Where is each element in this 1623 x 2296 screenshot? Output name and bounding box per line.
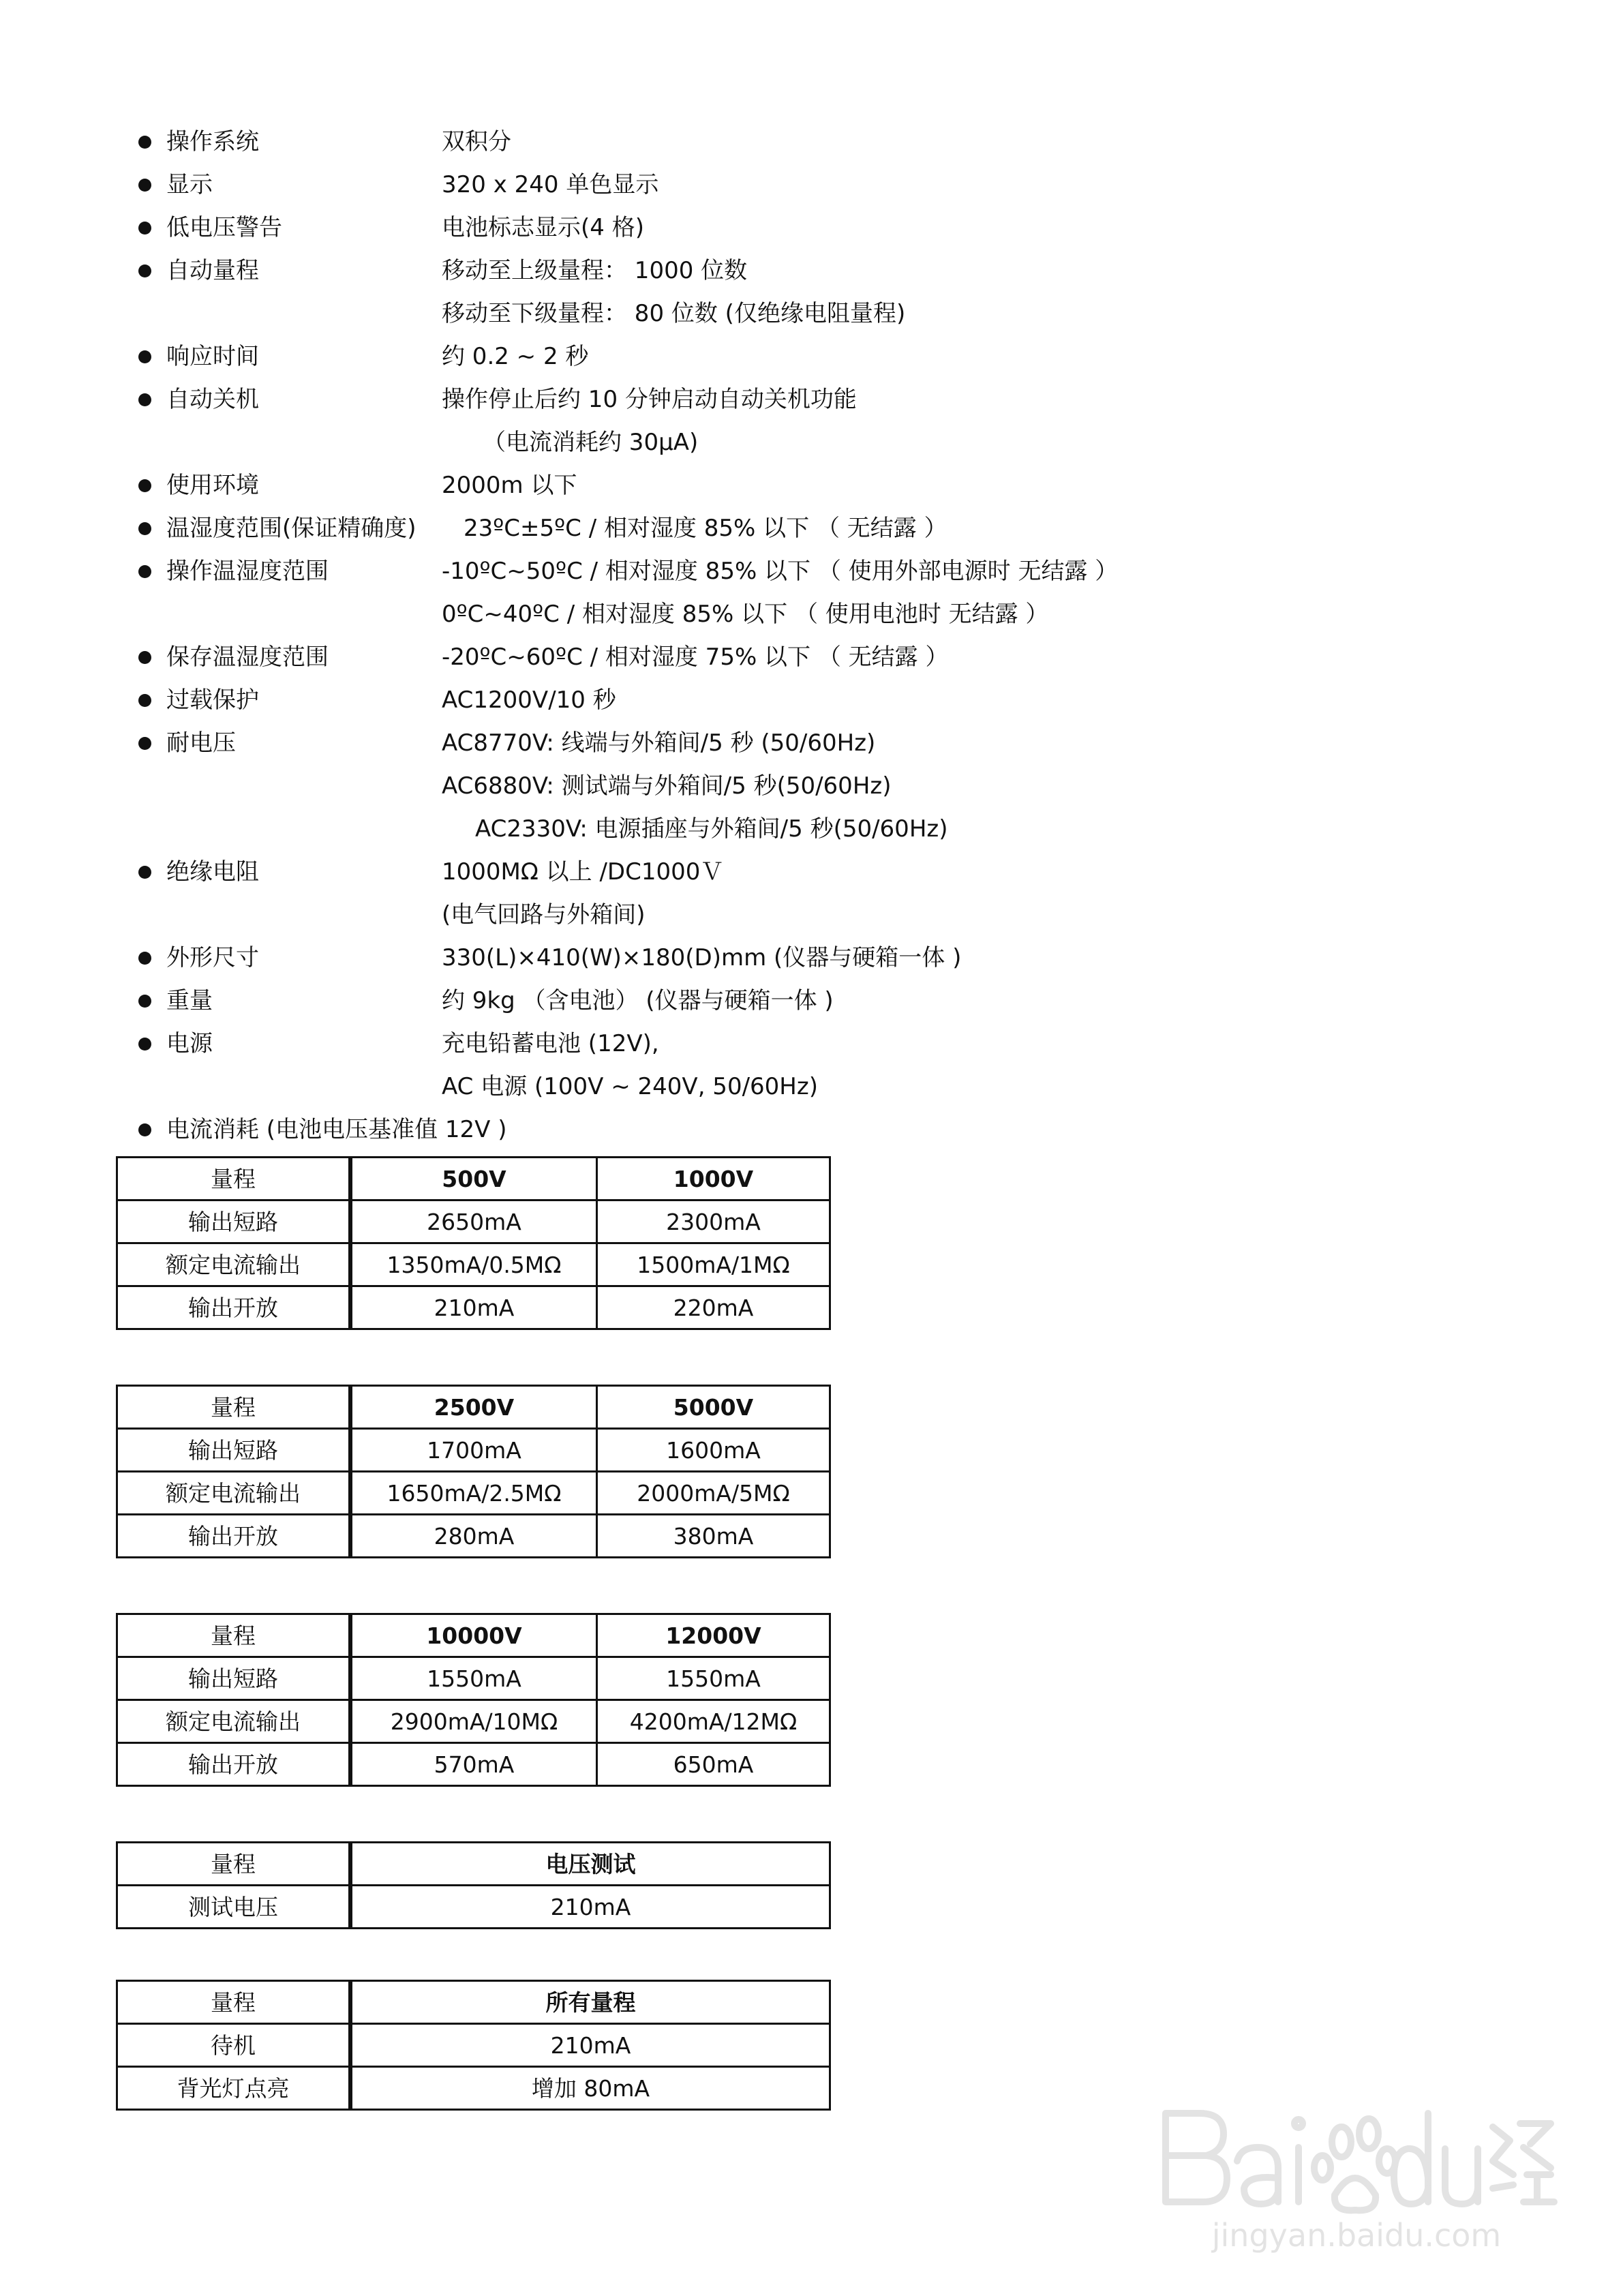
table-header-row <box>117 1386 830 1429</box>
table-cell: 输出开放 <box>117 1743 351 1786</box>
table-header-cell: 电压测试 <box>350 1843 830 1886</box>
table-cell: 1650mA/2.5MΩ <box>350 1472 597 1515</box>
table-cell: 量程 <box>117 1158 351 1200</box>
current-table-all-ranges <box>116 1980 831 2111</box>
table-row <box>117 1886 830 1929</box>
spec-label: 显示 <box>166 171 213 198</box>
bullet-icon <box>138 479 151 492</box>
spec-value: (电气回路与外箱间) <box>442 901 646 928</box>
spec-value: 2000m 以下 <box>442 472 577 499</box>
spec-value: AC6880V: 测试端与外箱间/5 秒(50/60Hz) <box>442 772 892 800</box>
spec-item-auto-range <box>0 255 1623 297</box>
table-cell: 210mA <box>350 2024 830 2067</box>
spec-value: 约 9kg （含电池） (仪器与硬箱一体 ) <box>442 987 834 1014</box>
table-cell: 380mA <box>597 1515 830 1558</box>
table-row <box>117 1700 830 1743</box>
spec-value: AC 电源 (100V ~ 240V, 50/60Hz) <box>442 1073 818 1100</box>
table-cell: 210mA <box>350 1286 597 1329</box>
spec-label: 过载保护 <box>166 686 259 714</box>
table-cell: 测试电压 <box>117 1886 351 1929</box>
svg-text:jingyan.baidu.com: jingyan.baidu.com <box>1211 2217 1502 2254</box>
current-table-voltage-test <box>116 1841 831 1929</box>
table-cell: 1550mA <box>597 1657 830 1700</box>
table-header-row <box>117 1614 830 1657</box>
spec-value: 320 x 240 单色显示 <box>442 171 659 198</box>
bullet-icon <box>138 651 151 664</box>
bullet-icon <box>138 136 151 149</box>
table-cell: 220mA <box>597 1286 830 1329</box>
spec-value: 双积分 <box>442 128 511 155</box>
spec-label: 响应时间 <box>166 343 259 370</box>
table-cell: 待机 <box>117 2024 351 2067</box>
table-cell: 1700mA <box>350 1429 597 1472</box>
table-header-cell: 所有量程 <box>350 1981 830 2024</box>
table-cell: 2300mA <box>597 1200 830 1243</box>
spec-value: AC1200V/10 秒 <box>442 686 616 714</box>
table-header-row <box>117 1843 830 1886</box>
table-cell: 280mA <box>350 1515 597 1558</box>
table-header-row <box>117 1158 830 1200</box>
table-header-cell: 1000V <box>597 1158 830 1200</box>
spec-item-dimensions <box>0 942 1623 984</box>
section-label: 电流消耗 (电池电压基准值 12V ) <box>166 1116 507 1143</box>
spec-item-auto-range-cont <box>0 298 1623 340</box>
table-cell: 输出开放 <box>117 1515 351 1558</box>
spec-item-power <box>0 1028 1623 1070</box>
spec-label: 温湿度范围(保证精确度) <box>166 515 416 542</box>
table-row <box>117 2024 830 2067</box>
current-table-10000-12000 <box>116 1613 831 1787</box>
bullet-icon <box>138 737 151 750</box>
bullet-icon <box>138 866 151 879</box>
spec-label: 绝缘电阻 <box>166 858 259 886</box>
spec-value: 操作停止后约 10 分钟启动自动关机功能 <box>442 386 857 413</box>
spec-label: 外形尺寸 <box>166 944 259 971</box>
bullet-icon <box>138 393 151 406</box>
spec-label: 重量 <box>166 987 213 1014</box>
table-cell: 输出开放 <box>117 1286 351 1329</box>
table-row <box>117 1429 830 1472</box>
table-header-cell: 5000V <box>597 1386 830 1429</box>
spec-value: 330(L)×410(W)×180(D)mm (仪器与硬箱一体 ) <box>442 944 962 971</box>
spec-item-overload <box>0 684 1623 727</box>
spec-value: -10ºC~50ºC / 相对湿度 85% 以下 （ 使用外部电源时 无结露 ） <box>442 558 1119 585</box>
table-header-row <box>117 1981 830 2024</box>
table-header-cell: 500V <box>350 1158 597 1200</box>
spec-label: 自动关机 <box>166 386 259 413</box>
table-cell: 量程 <box>117 1386 351 1429</box>
spec-item-withstand-cont <box>0 813 1623 856</box>
bullet-icon <box>138 179 151 192</box>
spec-item-weight <box>0 985 1623 1027</box>
baidu-jingyan-watermark-icon <box>1152 2066 1561 2263</box>
table-cell: 额定电流输出 <box>117 1700 351 1743</box>
table-row <box>117 1657 830 1700</box>
spec-value: 电池标志显示(4 格) <box>442 214 644 241</box>
table-header-cell: 10000V <box>350 1614 597 1657</box>
table-cell: 2650mA <box>350 1200 597 1243</box>
spec-value: 0ºC~40ºC / 相对湿度 85% 以下 （ 使用电池时 无结露 ） <box>442 601 1049 628</box>
bullet-icon <box>138 952 151 965</box>
table-cell: 2900mA/10MΩ <box>350 1700 597 1743</box>
bullet-icon <box>138 995 151 1008</box>
table-cell: 650mA <box>597 1743 830 1786</box>
spec-label: 低电压警告 <box>166 214 282 241</box>
table-cell: 量程 <box>117 1843 351 1886</box>
table-row <box>117 1515 830 1558</box>
spec-item-auto-off-cont <box>0 427 1623 469</box>
table-cell: 增加 80mA <box>350 2067 830 2110</box>
bullet-icon <box>138 694 151 707</box>
current-table-500-1000 <box>116 1156 831 1330</box>
spec-value: AC8770V: 线端与外箱间/5 秒 (50/60Hz) <box>442 729 876 757</box>
table-header-cell: 2500V <box>350 1386 597 1429</box>
spec-item-withstand <box>0 727 1623 770</box>
spec-item-accuracy-range <box>0 513 1623 555</box>
table-row <box>117 1200 830 1243</box>
spec-label: 操作温湿度范围 <box>166 558 329 585</box>
spec-value: 1000MΩ 以上 /DC1000Ｖ <box>442 858 724 886</box>
table-row <box>117 1286 830 1329</box>
table-cell: 背光灯点亮 <box>117 2067 351 2110</box>
spec-value: 移动至上级量程： 1000 位数 <box>442 257 748 284</box>
table-cell: 1350mA/0.5MΩ <box>350 1243 597 1286</box>
spec-item-operating-range <box>0 556 1623 598</box>
table-row <box>117 2067 830 2110</box>
spec-item-withstand-cont <box>0 770 1623 813</box>
spec-label: 使用环境 <box>166 472 259 499</box>
table-cell: 210mA <box>350 1886 830 1929</box>
spec-item-response <box>0 341 1623 383</box>
spec-value: （电流消耗约 30μA) <box>483 429 699 456</box>
table-cell: 1600mA <box>597 1429 830 1472</box>
bullet-icon <box>138 565 151 578</box>
table-cell: 量程 <box>117 1981 351 2024</box>
table-row <box>117 1243 830 1286</box>
table-cell: 量程 <box>117 1614 351 1657</box>
table-cell: 1500mA/1MΩ <box>597 1243 830 1286</box>
bullet-icon <box>138 1123 151 1136</box>
spec-value: AC2330V: 电源插座与外箱间/5 秒(50/60Hz) <box>475 815 948 843</box>
spec-item-operating-range-cont <box>0 599 1623 641</box>
spec-label: 保存温湿度范围 <box>166 644 329 671</box>
spec-label: 操作系统 <box>166 128 259 155</box>
current-table-2500-5000 <box>116 1385 831 1558</box>
current-consumption-heading <box>0 1114 1623 1156</box>
bullet-icon <box>138 222 151 235</box>
table-row <box>117 1743 830 1786</box>
spec-item-insulation-cont <box>0 899 1623 941</box>
spec-label: 自动量程 <box>166 257 259 284</box>
table-cell: 2000mA/5MΩ <box>597 1472 830 1515</box>
spec-item-environment <box>0 470 1623 512</box>
spec-item-auto-off <box>0 384 1623 426</box>
table-cell: 4200mA/12MΩ <box>597 1700 830 1743</box>
spec-item-system <box>0 126 1623 168</box>
spec-value: -20ºC~60ºC / 相对湿度 75% 以下 （ 无结露 ） <box>442 644 949 671</box>
table-cell: 额定电流输出 <box>117 1243 351 1286</box>
table-cell: 570mA <box>350 1743 597 1786</box>
spec-label: 电源 <box>166 1030 213 1057</box>
spec-item-display <box>0 169 1623 211</box>
table-cell: 输出短路 <box>117 1429 351 1472</box>
table-cell: 输出短路 <box>117 1200 351 1243</box>
table-row <box>117 1472 830 1515</box>
table-cell: 额定电流输出 <box>117 1472 351 1515</box>
spec-value: 23ºC±5ºC / 相对湿度 85% 以下 （ 无结露 ） <box>464 515 947 542</box>
table-cell: 1550mA <box>350 1657 597 1700</box>
spec-item-low-voltage <box>0 212 1623 254</box>
spec-item-storage-range <box>0 641 1623 684</box>
spec-value: 移动至下级量程： 80 位数 (仅绝缘电阻量程) <box>442 300 906 327</box>
table-header-cell: 12000V <box>597 1614 830 1657</box>
spec-value: 充电铅蓄电池 (12V), <box>442 1030 659 1057</box>
spec-item-power-cont <box>0 1071 1623 1113</box>
table-cell: 输出短路 <box>117 1657 351 1700</box>
bullet-icon <box>138 350 151 363</box>
spec-label: 耐电压 <box>166 729 236 757</box>
spec-item-insulation <box>0 856 1623 898</box>
bullet-icon <box>138 1038 151 1051</box>
bullet-icon <box>138 522 151 535</box>
bullet-icon <box>138 265 151 277</box>
spec-value: 约 0.2 ~ 2 秒 <box>442 343 589 370</box>
